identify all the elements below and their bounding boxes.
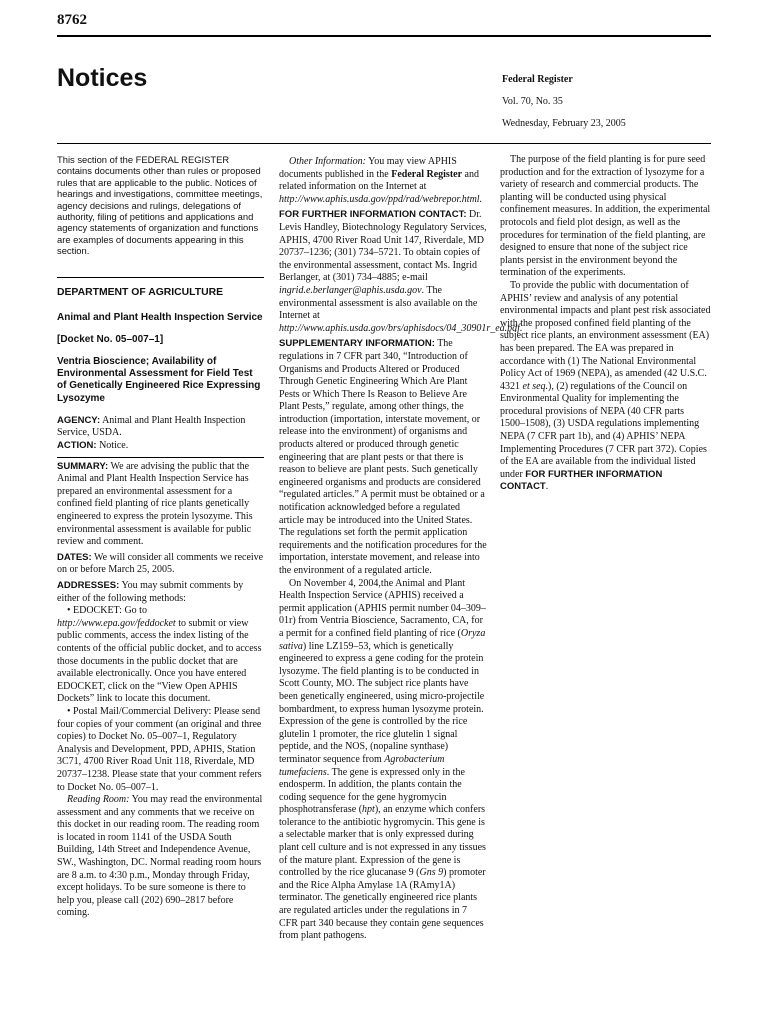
agency-label: AGENCY: xyxy=(57,414,101,426)
application-text-a: On November 4, 2004,the Animal and Plant Health Inspection Service (APHIS) received a permit application (APHIS permit number 04–309–01r) from Ventria Bioscience, Sacramento, CA, for a permit for a confined field planting of rice ( xyxy=(279,577,486,639)
section-intro: This section of the FEDERAL REGISTER contains documents other than rules or proposed rules that are applicable to the public. Notices of hearings and investigations, committee meetings, agency decisions and rulings, delegations of authority, filing of petitions and applications and agency statements of organization and functions are examples of documents appearing in this section. xyxy=(57,154,263,257)
contact-email-link[interactable]: ingrid.e.berlanger@aphis.usda.gov xyxy=(279,284,422,296)
other-information-label: Other Information: xyxy=(289,156,366,167)
ea-text-b: ), (2) regulations of the Council on Environmental Quality for implementing the procedural provisions of NEPA (40 CFR parts 1500–1508), (3) USDA regulations implementing NEPA (7 CFR part 1b), and (4) APHIS’ NEPA Implementing Procedures (7 CFR part 372). Copies of the EA are available from the individual listed under xyxy=(500,380,707,480)
species-name: Oryza sativa xyxy=(279,627,486,652)
summary-paragraph xyxy=(57,461,264,549)
action-label: ACTION: xyxy=(57,440,97,452)
et-seq-abbrev: et seq. xyxy=(522,380,549,392)
register-name: Federal Register xyxy=(502,74,573,85)
reading-room-text: You may read the environmental assessment and any comments that we receive on this docket in our reading room. The reading room is located in room 1141 of the USDA South Building, 14th Street and Independence Avenue, SW., Washington, DC. Normal reading room hours are 8 a.m. to 4:30 p.m., Monday through Friday, except holidays. To be sure someone is there to help you, please call (202) 690–2817 before coming. xyxy=(57,794,263,919)
federal-register-reference: Federal Register xyxy=(391,168,463,180)
dates-label: DATES: xyxy=(57,551,92,563)
column-2 xyxy=(279,156,523,943)
action-text: Notice. xyxy=(99,440,129,452)
page-number: 8762 xyxy=(57,12,87,28)
reading-room-paragraph xyxy=(57,794,264,920)
application-text-b: ) line LZ159–53, which is genetically engineered to express a gene coding for the protein lysozyme. The field planting is to be conducted in Scott County, MO. The subject rice plants have been genetically engineered, using micro-projectile bombardment, to express human lysozyme protein. Expression of the gene is controlled by the rice glutelin 1 promoter, the rice glutelin 1 signal peptide, and the NOS, (nopaline synthase) terminator sequence from xyxy=(279,640,485,765)
contact-paragraph xyxy=(279,209,523,335)
mail-paragraph: • Postal Mail/Commercial Delivery: Please send four copies of your comment (an original and three copies) to Docket No. 05–007–1, Regulatory Analysis and Development, PPD, APHIS, Station 3C71, 4700 River Road Unit 118, Riverdale, MD 20737–1238. Please state that your comment refers to Docket No. 05–007–1. xyxy=(57,705,262,793)
agency-text: Animal and Plant Health Inspection Service, USDA. xyxy=(57,414,246,439)
column-1 xyxy=(57,154,264,920)
contact-label: FOR FURTHER INFORMATION CONTACT: xyxy=(279,209,467,221)
reading-room-label: Reading Room: xyxy=(67,794,130,806)
action-paragraph xyxy=(57,440,264,453)
supplementary-label: SUPPLEMENTARY INFORMATION: xyxy=(279,338,435,350)
agency-paragraph xyxy=(57,415,264,440)
application-text-c: . The gene is expressed only in the endosperm. In addition, the plants contain the coding sequence for the gene hygromycin phosphotransferase ( xyxy=(279,766,465,816)
dates-text: We will consider all comments we receive on or before March 25, 2005. xyxy=(57,551,264,576)
notice-front-matter xyxy=(57,415,264,920)
application-paragraph xyxy=(279,578,487,943)
summary-divider xyxy=(57,457,264,458)
ea-contact-reference: FOR FURTHER INFORMATION CONTACT xyxy=(500,468,663,493)
other-information-text-a: You may view APHIS documents published in the xyxy=(279,156,457,180)
hpt-gene-name: hpt xyxy=(362,804,375,816)
ea-document-link[interactable]: http://www.aphis.usda.gov/brs/aphisdocs/04_30901r_ea.pdf. xyxy=(279,322,523,334)
addresses-label: ADDRESSES: xyxy=(57,580,120,591)
summary-text: We are advising the public that the Animal and Plant Health Inspection Service has prepared an environmental assessment for a confined field planting of rice plants genetically engineered to express the protein lysozyme. This environmental assessment is available for public review and comment. xyxy=(57,460,253,548)
edocket-link[interactable]: http://www.epa.gov/feddocket xyxy=(57,617,176,629)
supplementary-text: The regulations in 7 CFR part 340, “Introduction of Organisms and Products Altered or Produced Through Genetic Engineering Which Are Plant Pests or Which There Is Reason to Believe Are Plant Pests,” regulate, among other things, the introduction (importation, interstate movement, or release into the environment) of organisms and products altered or produced through genetic engineering that are plant pests or that there is reason to believe are plant pests. Such genetically engineered organisms and products are considered “regulated articles.” A permit must be obtained or a notification acknowledged before a regulated article may be introduced into the United States. The regulations set forth the permit application requirements and the notification procedures for the importation, interstate movement, and release into the environment of a regulated article. xyxy=(279,338,487,576)
contact-text-a: Dr. Levis Handley, Biotechnology Regulatory Services, APHIS, 4700 River Road Unit 147, Riverdale, MD 20737–1236; (301) 734–5721. To obtain copies of the environmental assessment, contact Ms. Ingrid Berlanger, at (301) 734–4885; e-mail xyxy=(279,209,487,284)
edocket-text-b: to submit or view public comments, access the index listing of the contents of the official public docket, and to access those documents in the public docket that are available electronically. Once you have entered EDOCKET, click on the “View Open APHIS Dockets” link to locate this document. xyxy=(57,617,262,705)
gns9-gene-name: Gns 9 xyxy=(419,867,444,879)
addresses-text: You may submit comments by either of the following methods: xyxy=(57,580,244,604)
application-text-d: ), an enzyme which confers tolerance to the antibiotic hygromycin. This gene is a selectable marker that is only expressed during plant cell culture and is not expressed in any tissues of the mature plant. Expression of the gene is controlled by the rice glucanase 9 ( xyxy=(279,804,486,879)
ea-text-a: To provide the public with documentation of APHIS’ review and analysis of any potential environmental impacts and plant pest risk associated with the proposed confined field planting of the subject rice plants, an environment assessment (EA) has been prepared. The EA was prepared in accordance with (1) The National Environmental Policy Act of 1969 (NEPA), as amended (42 U.S.C. 4321 xyxy=(500,279,711,392)
agency-service-heading: Animal and Plant Health Inspection Service xyxy=(57,311,263,323)
purpose-paragraph: The purpose of the field planting is for pure seed production and for the extraction of lysozyme for a variety of research and commercial products. The planting will be conducted using physical confinement measures. In addition, the experimental protocols and field plot design, as well as the procedures for termination of the field planting, are designed to ensure that none of the subject rice plants persist in the environment beyond the termination of the experiments. xyxy=(500,154,711,279)
summary-label: SUMMARY: xyxy=(57,460,109,472)
other-information-link[interactable]: http://www.aphis.usda.gov/ppd/rad/webrepor.html. xyxy=(279,193,483,205)
column-3 xyxy=(500,154,711,494)
contact-text-b: . The environmental assessment is also available on the Internet at xyxy=(279,284,478,322)
section-divider xyxy=(57,277,264,278)
other-information-text-b: and related information on the Internet at xyxy=(279,168,479,193)
notice-title: Ventria Bioscience; Availability of Environmental Assessment for Field Test of Genetically Engineered Rice Expressing Lysozyme xyxy=(57,356,261,404)
ea-text-c: . xyxy=(545,481,549,493)
department-heading: DEPARTMENT OF AGRICULTURE xyxy=(57,286,224,298)
application-text-e: ) promoter and the Rice Alpha Amylase 1A (RAmy1A) terminator. The genetically engineered rice plants are regulated articles under the regulations in 7 CFR part 340 because they contain gene sequences from plant pathogens. xyxy=(279,867,486,942)
edocket-text-a: • EDOCKET: Go to xyxy=(67,605,147,617)
supplementary-paragraph xyxy=(279,338,487,577)
issue-date: Wednesday, February 23, 2005 xyxy=(502,118,626,129)
dates-paragraph xyxy=(57,552,264,577)
header-rule xyxy=(57,143,711,144)
docket-number: [Docket No. 05–007–1] xyxy=(57,333,164,345)
section-title: Notices xyxy=(57,64,148,92)
ea-documentation-paragraph xyxy=(500,280,711,494)
bacterium-name: Agrobacterium tumefaciens xyxy=(279,753,445,778)
edocket-paragraph xyxy=(57,605,264,706)
top-rule xyxy=(57,35,711,37)
other-information-paragraph xyxy=(279,156,487,206)
addresses-paragraph xyxy=(57,580,264,605)
volume-issue: Vol. 70, No. 35 xyxy=(502,96,563,107)
